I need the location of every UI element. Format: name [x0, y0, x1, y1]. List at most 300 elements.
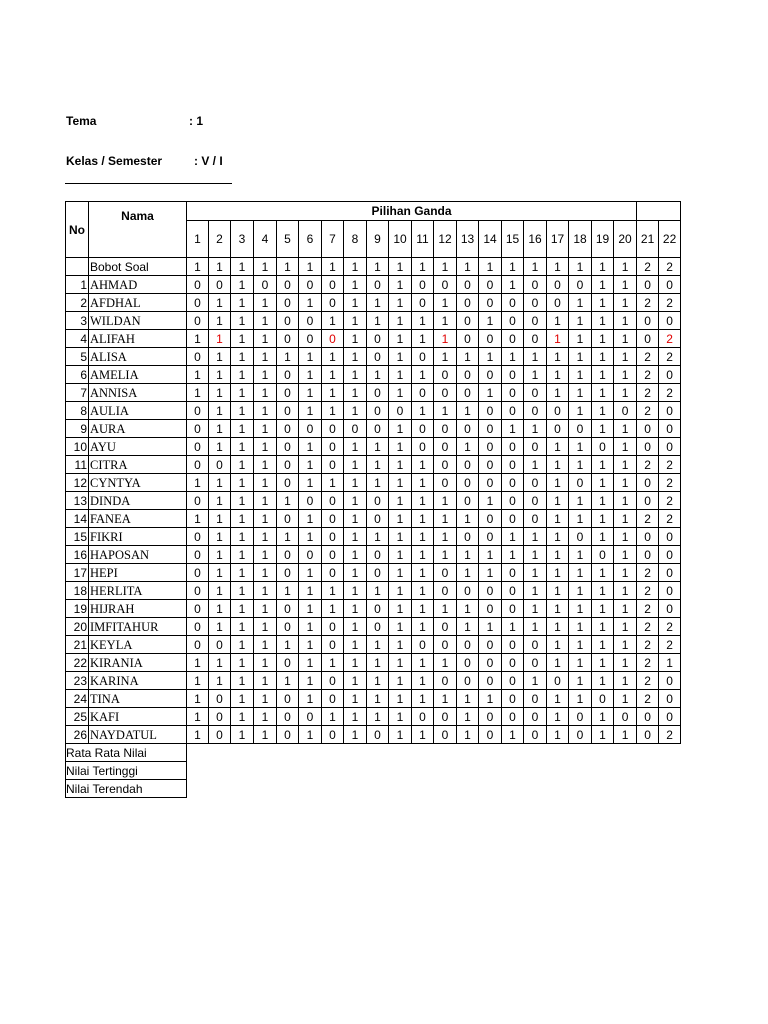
score-cell: 0 [299, 312, 322, 330]
score-cell: 0 [412, 438, 434, 456]
score-cell: 1 [187, 366, 209, 384]
question-number: 20 [614, 221, 637, 258]
score-cell: 1 [344, 384, 367, 402]
score-cell: 1 [547, 582, 569, 600]
table-row [66, 582, 681, 600]
score-cell: 2 [659, 384, 681, 402]
score-cell: 1 [344, 276, 367, 294]
score-cell: 2 [637, 690, 659, 708]
score-cell: 1 [659, 654, 681, 672]
score-cell: 0 [502, 456, 524, 474]
student-number: 3 [66, 312, 89, 330]
score-cell: 1 [367, 528, 389, 546]
score-cell: 1 [344, 330, 367, 348]
score-cell: 0 [524, 708, 547, 726]
question-number: 18 [569, 221, 592, 258]
score-cell: 1 [299, 636, 322, 654]
score-cell: 1 [209, 672, 231, 690]
score-cell: 2 [659, 456, 681, 474]
score-cell: 1 [457, 618, 479, 636]
score-cell: 1 [209, 366, 231, 384]
score-cell: 1 [187, 384, 209, 402]
score-cell: 0 [367, 510, 389, 528]
bobot-value: 1 [569, 258, 592, 276]
score-cell: 1 [502, 276, 524, 294]
student-name: DINDA [89, 492, 187, 510]
score-cell: 1 [209, 438, 231, 456]
score-cell: 0 [457, 456, 479, 474]
score-cell: 1 [457, 510, 479, 528]
score-cell: 1 [277, 672, 299, 690]
score-cell: 1 [614, 276, 637, 294]
score-cell: 1 [231, 276, 254, 294]
score-cell: 1 [299, 456, 322, 474]
score-cell: 1 [344, 348, 367, 366]
score-cell: 1 [344, 474, 367, 492]
score-cell: 1 [547, 492, 569, 510]
student-name: IMFITAHUR [89, 618, 187, 636]
score-cell: 1 [569, 330, 592, 348]
score-cell: 0 [277, 474, 299, 492]
student-number: 7 [66, 384, 89, 402]
score-cell: 1 [569, 618, 592, 636]
table-row [66, 456, 681, 474]
score-cell: 1 [299, 384, 322, 402]
grade-table [65, 201, 681, 798]
score-cell: 1 [457, 564, 479, 582]
question-number: 15 [502, 221, 524, 258]
score-cell: 1 [187, 726, 209, 744]
score-cell: 1 [277, 528, 299, 546]
score-cell: 0 [209, 690, 231, 708]
score-cell: 1 [231, 402, 254, 420]
score-cell: 0 [457, 636, 479, 654]
score-cell: 1 [277, 582, 299, 600]
student-name: TINA [89, 690, 187, 708]
score-cell: 1 [569, 600, 592, 618]
student-number: 25 [66, 708, 89, 726]
summary-label: Nilai Terendah [66, 780, 187, 798]
score-cell: 1 [231, 636, 254, 654]
score-cell: 1 [231, 654, 254, 672]
score-cell: 0 [502, 564, 524, 582]
score-cell: 0 [659, 438, 681, 456]
question-number: 2 [209, 221, 231, 258]
score-cell: 1 [209, 600, 231, 618]
score-cell: 1 [412, 366, 434, 384]
score-cell: 1 [547, 564, 569, 582]
student-name: AULIA [89, 402, 187, 420]
score-cell: 1 [569, 690, 592, 708]
score-cell: 0 [547, 672, 569, 690]
score-cell: 1 [367, 690, 389, 708]
score-cell: 0 [277, 618, 299, 636]
score-cell: 0 [479, 672, 502, 690]
score-cell: 1 [367, 582, 389, 600]
score-cell: 0 [637, 474, 659, 492]
score-cell: 1 [344, 312, 367, 330]
score-cell: 1 [614, 420, 637, 438]
score-cell: 1 [592, 330, 614, 348]
student-name: AFDHAL [89, 294, 187, 312]
bobot-value: 1 [502, 258, 524, 276]
score-cell: 0 [547, 294, 569, 312]
score-cell: 1 [389, 582, 412, 600]
score-cell: 1 [231, 726, 254, 744]
student-number: 2 [66, 294, 89, 312]
score-cell: 2 [637, 294, 659, 312]
score-cell: 1 [524, 348, 547, 366]
score-cell: 0 [367, 618, 389, 636]
score-cell: 1 [547, 600, 569, 618]
score-cell: 0 [547, 402, 569, 420]
score-cell: 1 [187, 474, 209, 492]
score-cell: 0 [434, 438, 457, 456]
score-cell: 0 [502, 582, 524, 600]
score-cell: 0 [412, 636, 434, 654]
score-cell: 0 [479, 420, 502, 438]
score-cell: 0 [524, 474, 547, 492]
score-cell: 1 [389, 708, 412, 726]
score-cell: 1 [367, 312, 389, 330]
score-cell: 0 [322, 546, 344, 564]
student-number: 23 [66, 672, 89, 690]
score-cell: 1 [254, 366, 277, 384]
score-cell: 1 [231, 474, 254, 492]
score-cell: 0 [502, 690, 524, 708]
score-cell: 1 [254, 348, 277, 366]
score-cell: 0 [187, 492, 209, 510]
score-cell: 0 [479, 708, 502, 726]
score-cell: 1 [187, 654, 209, 672]
table-row [66, 420, 681, 438]
score-cell: 1 [614, 546, 637, 564]
score-cell: 0 [659, 546, 681, 564]
score-cell: 1 [299, 348, 322, 366]
score-cell: 1 [502, 726, 524, 744]
score-cell: 1 [592, 312, 614, 330]
student-number: 10 [66, 438, 89, 456]
score-cell: 1 [389, 654, 412, 672]
score-cell: 1 [457, 600, 479, 618]
score-cell: 1 [614, 600, 637, 618]
score-cell: 1 [434, 546, 457, 564]
score-cell: 1 [434, 348, 457, 366]
bobot-value: 1 [187, 258, 209, 276]
score-cell: 1 [344, 726, 367, 744]
student-name: AYU [89, 438, 187, 456]
score-cell: 0 [434, 420, 457, 438]
score-cell: 1 [254, 438, 277, 456]
score-cell: 1 [547, 348, 569, 366]
score-cell: 1 [457, 546, 479, 564]
table-row [66, 618, 681, 636]
score-cell: 0 [524, 294, 547, 312]
score-cell: 1 [614, 510, 637, 528]
score-cell: 0 [187, 564, 209, 582]
student-name: KAFI [89, 708, 187, 726]
score-cell: 0 [457, 672, 479, 690]
bobot-value: 1 [547, 258, 569, 276]
score-cell: 0 [322, 276, 344, 294]
score-cell: 1 [231, 618, 254, 636]
bobot-value: 1 [592, 258, 614, 276]
score-cell: 0 [187, 402, 209, 420]
score-cell: 2 [637, 636, 659, 654]
score-cell: 1 [614, 726, 637, 744]
score-cell: 1 [569, 348, 592, 366]
score-cell: 1 [209, 492, 231, 510]
score-cell: 1 [389, 618, 412, 636]
score-cell: 1 [434, 330, 457, 348]
question-number: 10 [389, 221, 412, 258]
score-cell: 0 [322, 528, 344, 546]
score-cell: 2 [637, 672, 659, 690]
score-cell: 1 [592, 672, 614, 690]
score-cell: 0 [277, 366, 299, 384]
score-cell: 0 [479, 510, 502, 528]
table-row [66, 654, 681, 672]
score-cell: 2 [637, 564, 659, 582]
score-cell: 1 [479, 312, 502, 330]
score-cell: 0 [457, 420, 479, 438]
score-cell: 0 [322, 672, 344, 690]
score-cell: 1 [569, 294, 592, 312]
score-cell: 1 [389, 510, 412, 528]
score-cell: 1 [479, 492, 502, 510]
bobot-value: 1 [412, 258, 434, 276]
score-cell: 0 [457, 276, 479, 294]
score-cell: 1 [344, 690, 367, 708]
score-cell: 0 [187, 348, 209, 366]
score-cell: 1 [254, 294, 277, 312]
score-cell: 0 [637, 312, 659, 330]
score-cell: 2 [659, 474, 681, 492]
score-cell: 1 [344, 546, 367, 564]
table-row [66, 636, 681, 654]
score-cell: 1 [389, 330, 412, 348]
table-row [66, 348, 681, 366]
score-cell: 1 [389, 528, 412, 546]
score-cell: 0 [412, 276, 434, 294]
score-cell: 0 [524, 510, 547, 528]
score-cell: 1 [592, 276, 614, 294]
score-cell: 1 [412, 402, 434, 420]
score-cell: 1 [412, 528, 434, 546]
score-cell: 1 [502, 420, 524, 438]
score-cell: 0 [457, 330, 479, 348]
score-cell: 0 [412, 294, 434, 312]
score-cell: 1 [479, 384, 502, 402]
score-cell: 0 [592, 546, 614, 564]
score-cell: 0 [502, 600, 524, 618]
score-cell: 1 [344, 492, 367, 510]
bobot-value: 1 [322, 258, 344, 276]
score-cell: 1 [547, 438, 569, 456]
student-number: 6 [66, 366, 89, 384]
score-cell: 0 [457, 582, 479, 600]
score-cell: 0 [659, 312, 681, 330]
score-cell: 1 [231, 600, 254, 618]
table-row [66, 528, 681, 546]
score-cell: 1 [592, 456, 614, 474]
table-row [66, 330, 681, 348]
score-cell: 1 [434, 528, 457, 546]
score-cell: 0 [322, 564, 344, 582]
score-cell: 0 [434, 726, 457, 744]
score-cell: 1 [299, 402, 322, 420]
score-cell: 2 [637, 654, 659, 672]
score-cell: 1 [299, 654, 322, 672]
score-cell: 1 [614, 492, 637, 510]
score-cell: 0 [502, 438, 524, 456]
question-number: 19 [592, 221, 614, 258]
score-cell: 1 [367, 474, 389, 492]
score-cell: 0 [524, 492, 547, 510]
tema-label: Tema [66, 114, 97, 128]
score-cell: 0 [457, 366, 479, 384]
score-cell: 1 [299, 690, 322, 708]
score-cell: 0 [277, 330, 299, 348]
summary-empty [187, 744, 681, 762]
score-cell: 0 [367, 420, 389, 438]
score-cell: 1 [569, 546, 592, 564]
score-cell: 0 [659, 672, 681, 690]
score-cell: 1 [389, 312, 412, 330]
score-cell: 1 [344, 564, 367, 582]
score-cell: 1 [254, 546, 277, 564]
score-cell: 1 [592, 510, 614, 528]
score-cell: 0 [457, 474, 479, 492]
score-cell: 0 [434, 582, 457, 600]
score-cell: 1 [209, 348, 231, 366]
score-cell: 0 [367, 492, 389, 510]
score-cell: 0 [502, 510, 524, 528]
score-cell: 1 [231, 438, 254, 456]
score-cell: 1 [412, 600, 434, 618]
score-cell: 0 [367, 600, 389, 618]
score-cell: 1 [569, 672, 592, 690]
score-cell: 1 [254, 420, 277, 438]
score-cell: 1 [614, 654, 637, 672]
score-cell: 2 [637, 600, 659, 618]
score-cell: 0 [502, 366, 524, 384]
score-cell: 0 [659, 276, 681, 294]
score-cell: 1 [231, 366, 254, 384]
score-cell: 0 [479, 726, 502, 744]
score-cell: 1 [322, 312, 344, 330]
score-cell: 1 [367, 438, 389, 456]
score-cell: 1 [502, 528, 524, 546]
student-name: HIJRAH [89, 600, 187, 618]
question-number: 16 [524, 221, 547, 258]
student-number: 24 [66, 690, 89, 708]
score-cell: 0 [322, 636, 344, 654]
score-cell: 1 [209, 402, 231, 420]
header-blank-cell [637, 202, 681, 221]
score-cell: 1 [434, 654, 457, 672]
score-cell: 0 [322, 726, 344, 744]
question-number: 22 [659, 221, 681, 258]
score-cell: 0 [389, 402, 412, 420]
student-name: FANEA [89, 510, 187, 528]
student-number: 5 [66, 348, 89, 366]
score-cell: 0 [637, 726, 659, 744]
score-cell: 1 [277, 492, 299, 510]
score-cell: 1 [547, 456, 569, 474]
score-cell: 1 [412, 492, 434, 510]
score-cell: 0 [322, 456, 344, 474]
score-cell: 2 [659, 510, 681, 528]
score-cell: 2 [659, 330, 681, 348]
bobot-value: 1 [614, 258, 637, 276]
score-cell: 1 [524, 366, 547, 384]
score-cell: 1 [592, 420, 614, 438]
score-cell: 1 [592, 636, 614, 654]
score-cell: 0 [502, 384, 524, 402]
score-cell: 1 [614, 582, 637, 600]
score-cell: 0 [344, 420, 367, 438]
score-cell: 1 [389, 726, 412, 744]
student-number: 12 [66, 474, 89, 492]
score-cell: 0 [637, 708, 659, 726]
score-cell: 1 [434, 402, 457, 420]
score-cell: 0 [187, 456, 209, 474]
score-cell: 1 [547, 654, 569, 672]
score-cell: 1 [614, 348, 637, 366]
score-cell: 0 [434, 564, 457, 582]
score-cell: 1 [434, 492, 457, 510]
score-cell: 1 [344, 600, 367, 618]
score-cell: 1 [479, 546, 502, 564]
score-cell: 0 [187, 420, 209, 438]
score-cell: 1 [479, 564, 502, 582]
bobot-value: 1 [457, 258, 479, 276]
table-row [66, 510, 681, 528]
score-cell: 0 [277, 546, 299, 564]
score-cell: 1 [614, 690, 637, 708]
score-cell: 0 [187, 294, 209, 312]
student-number: 20 [66, 618, 89, 636]
score-cell: 1 [614, 636, 637, 654]
question-number: 12 [434, 221, 457, 258]
score-cell: 1 [389, 366, 412, 384]
table-row [66, 672, 681, 690]
score-cell: 0 [412, 420, 434, 438]
score-cell: 1 [209, 420, 231, 438]
score-cell: 1 [231, 330, 254, 348]
score-cell: 1 [231, 564, 254, 582]
score-cell: 1 [209, 564, 231, 582]
score-cell: 1 [209, 312, 231, 330]
score-cell: 0 [209, 456, 231, 474]
score-cell: 0 [637, 492, 659, 510]
score-cell: 0 [322, 438, 344, 456]
score-cell: 0 [479, 294, 502, 312]
score-cell: 1 [524, 420, 547, 438]
score-cell: 0 [187, 582, 209, 600]
score-cell: 0 [479, 600, 502, 618]
score-cell: 0 [457, 492, 479, 510]
score-cell: 0 [569, 420, 592, 438]
score-cell: 1 [187, 330, 209, 348]
score-cell: 0 [434, 366, 457, 384]
score-cell: 1 [299, 528, 322, 546]
score-cell: 0 [187, 600, 209, 618]
score-cell: 1 [231, 384, 254, 402]
score-cell: 1 [502, 546, 524, 564]
score-cell: 1 [187, 708, 209, 726]
